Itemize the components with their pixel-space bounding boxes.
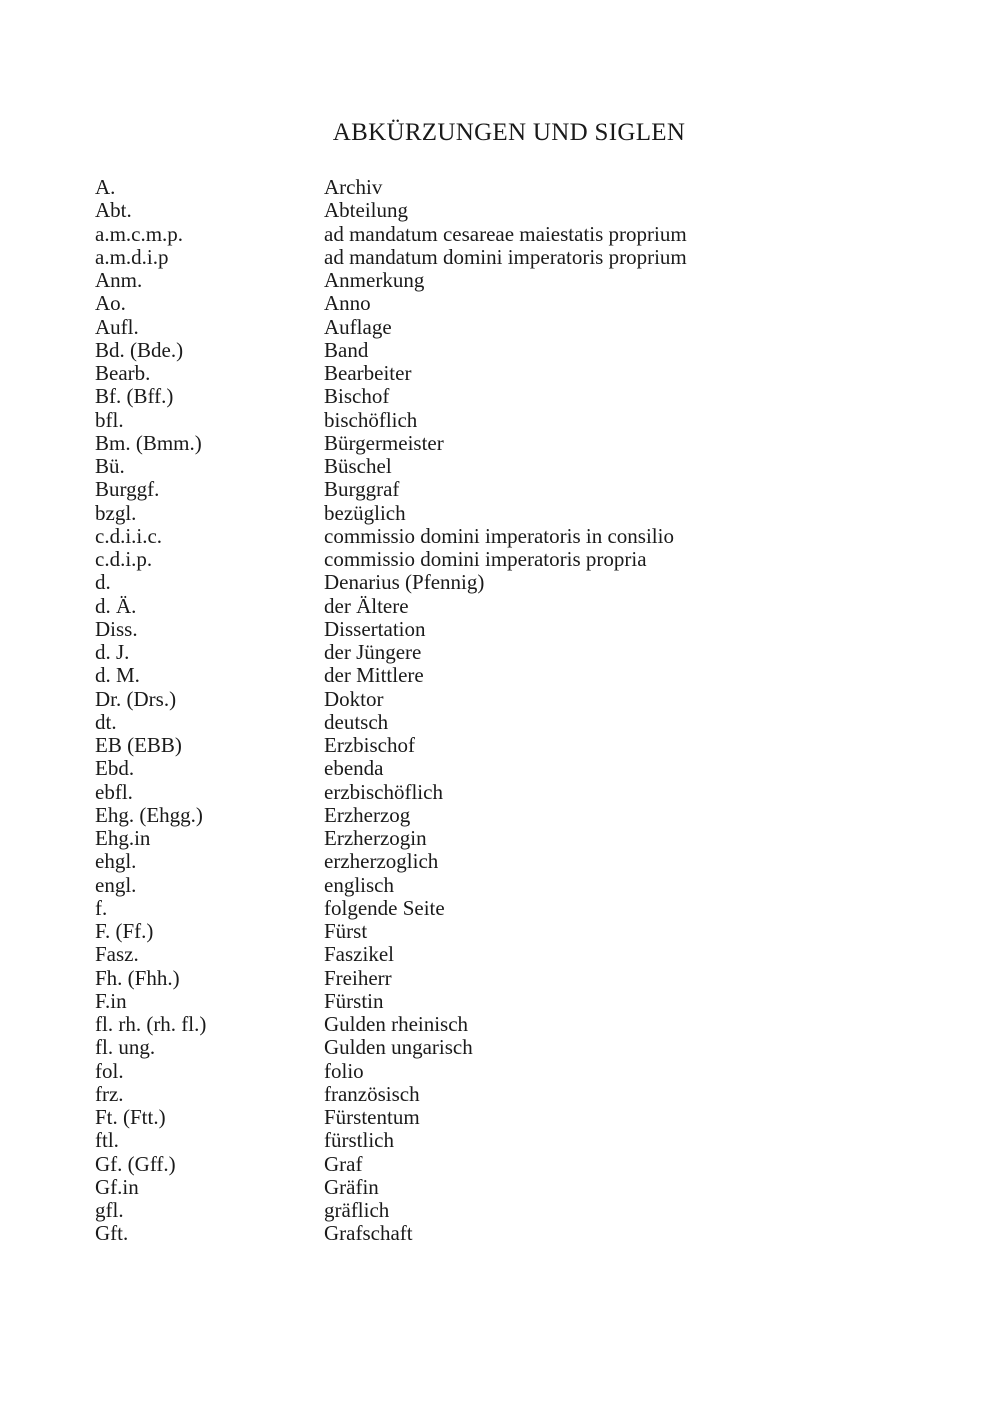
abbreviation-entry	[95, 734, 895, 757]
abbreviation-meaning: französisch	[324, 1081, 420, 1106]
abbreviation-meaning: Archiv	[324, 175, 383, 199]
abbreviation-term: Gf.in	[95, 1174, 139, 1199]
abbreviation-meaning: Gulden ungarisch	[324, 1035, 473, 1060]
abbreviation-entry	[95, 1013, 895, 1036]
abbreviation-meaning: bischöflich	[324, 407, 418, 432]
abbreviation-term: Bf. (Bff.)	[95, 384, 174, 409]
abbreviation-meaning: Burggraf	[324, 477, 400, 502]
abbreviation-term: ftl.	[95, 1128, 119, 1153]
abbreviation-entry	[95, 1153, 895, 1176]
abbreviation-term: Dr. (Drs.)	[95, 686, 177, 711]
abbreviation-term: gfl.	[95, 1198, 124, 1222]
abbreviation-entry	[95, 990, 895, 1013]
abbreviation-meaning: Bischof	[324, 384, 390, 409]
abbreviation-term: a.m.d.i.p	[95, 244, 169, 269]
abbreviation-entry	[95, 827, 895, 850]
abbreviation-meaning: Abteilung	[324, 198, 408, 223]
abbreviation-entry	[95, 943, 895, 966]
abbreviation-meaning: Erzherzog	[324, 802, 411, 827]
abbreviation-entry	[95, 199, 895, 222]
abbreviation-term: Ao.	[95, 291, 126, 316]
abbreviation-term: Ehg. (Ehgg.)	[95, 802, 203, 827]
abbreviation-term: Burggf.	[95, 477, 160, 502]
abbreviation-term: fl. ung.	[95, 1035, 156, 1060]
abbreviation-entry	[95, 176, 895, 199]
abbreviation-term: Bm. (Bmm.)	[95, 430, 202, 455]
abbreviation-entry	[95, 897, 895, 920]
abbreviation-meaning: erzherzoglich	[324, 849, 439, 874]
abbreviation-term: Fh. (Fhh.)	[95, 965, 180, 990]
abbreviation-meaning: commissio domini imperatoris propria	[324, 547, 647, 571]
abbreviation-entry	[95, 269, 895, 292]
abbreviation-meaning: Fürstentum	[324, 1105, 420, 1129]
abbreviation-meaning: Anno	[324, 291, 371, 316]
abbreviation-term: Bd. (Bde.)	[95, 337, 184, 362]
abbreviation-meaning: Grafschaft	[324, 1221, 413, 1246]
abbreviation-meaning: der Ältere	[324, 593, 409, 618]
abbreviation-entry	[95, 525, 895, 548]
abbreviation-term: d. M.	[95, 663, 140, 688]
abbreviation-term: Gft.	[95, 1221, 129, 1246]
abbreviation-entry	[95, 292, 895, 315]
abbreviation-meaning: bezüglich	[324, 500, 406, 525]
abbreviation-meaning: folio	[324, 1058, 364, 1083]
abbreviation-meaning: Bürgermeister	[324, 430, 444, 455]
abbreviation-entry	[95, 409, 895, 432]
abbreviation-meaning: erzbischöflich	[324, 779, 443, 804]
abbreviation-meaning: Fürst	[324, 919, 368, 943]
abbreviation-meaning: folgende Seite	[324, 895, 445, 920]
abbreviation-entry	[95, 455, 895, 478]
abbreviation-term: Ebd.	[95, 756, 135, 781]
abbreviation-meaning: Graf	[324, 1151, 363, 1176]
abbreviation-meaning: Büschel	[324, 454, 392, 478]
abbreviation-term: frz.	[95, 1081, 124, 1106]
abbreviation-meaning: Bearbeiter	[324, 361, 412, 385]
abbreviation-entry	[95, 362, 895, 385]
abbreviation-meaning: gräflich	[324, 1198, 390, 1222]
abbreviation-entry	[95, 1060, 895, 1083]
abbreviation-term: c.d.i.p.	[95, 547, 153, 571]
abbreviation-term: a.m.c.m.p.	[95, 221, 184, 246]
abbreviation-entry	[95, 618, 895, 641]
abbreviation-meaning: Denarius (Pfennig)	[324, 570, 485, 595]
abbreviation-entry	[95, 664, 895, 687]
abbreviation-entry	[95, 595, 895, 618]
abbreviation-meaning: commissio domini imperatoris in consilio	[324, 523, 674, 548]
abbreviation-term: fol.	[95, 1058, 124, 1083]
abbreviation-term: Ft. (Ftt.)	[95, 1105, 166, 1129]
abbreviation-meaning: Auflage	[324, 314, 392, 339]
abbreviation-term: Aufl.	[95, 314, 139, 339]
abbreviation-entry	[95, 1176, 895, 1199]
abbreviation-entry	[95, 385, 895, 408]
abbreviation-entry	[95, 920, 895, 943]
abbreviation-meaning: Gulden rheinisch	[324, 1012, 469, 1036]
abbreviation-meaning: Erzherzogin	[324, 826, 427, 850]
abbreviation-term: d. J.	[95, 640, 130, 664]
abbreviation-term: bfl.	[95, 407, 124, 432]
abbreviation-term: engl.	[95, 872, 137, 897]
abbreviation-entry	[95, 223, 895, 246]
abbreviation-term: Fasz.	[95, 942, 139, 967]
abbreviation-meaning: ad mandatum domini imperatoris proprium	[324, 244, 687, 269]
abbreviation-entry	[95, 502, 895, 525]
abbreviation-entry	[95, 711, 895, 734]
abbreviation-term: bzgl.	[95, 500, 137, 525]
abbreviation-entry	[95, 1222, 895, 1245]
abbreviation-term: ehgl.	[95, 849, 137, 874]
abbreviation-meaning: deutsch	[324, 709, 389, 734]
abbreviation-term: EB (EBB)	[95, 733, 182, 757]
abbreviation-term: fl. rh. (rh. fl.)	[95, 1012, 207, 1036]
abbreviation-term: F. (Ff.)	[95, 919, 154, 943]
abbreviation-entry	[95, 1129, 895, 1152]
abbreviation-meaning: ebenda	[324, 756, 384, 781]
abbreviation-entry	[95, 850, 895, 873]
abbreviation-meaning: Faszikel	[324, 942, 394, 967]
abbreviation-meaning: ad mandatum cesareae maiestatis proprium	[324, 221, 687, 246]
abbreviation-term: dt.	[95, 709, 117, 734]
abbreviation-entry	[95, 548, 895, 571]
abbreviation-entry	[95, 757, 895, 780]
abbreviation-term: Abt.	[95, 198, 132, 223]
abbreviation-entry	[95, 316, 895, 339]
abbreviation-entry	[95, 1106, 895, 1129]
abbreviation-meaning: der Mittlere	[324, 663, 424, 688]
abbreviation-entry	[95, 339, 895, 362]
abbreviation-term: d.	[95, 570, 111, 595]
abbreviation-meaning: Dissertation	[324, 616, 426, 641]
abbreviation-meaning: Fürstin	[324, 988, 384, 1013]
abbreviation-entry	[95, 804, 895, 827]
abbreviation-entry	[95, 641, 895, 664]
abbreviation-term: Bearb.	[95, 361, 151, 385]
abbreviation-meaning: Doktor	[324, 686, 384, 711]
abbreviation-term: f.	[95, 895, 108, 920]
abbreviation-term: c.d.i.i.c.	[95, 523, 163, 548]
abbreviation-meaning: fürstlich	[324, 1128, 394, 1153]
abbreviation-term: ebfl.	[95, 779, 133, 804]
abbreviation-term: Anm.	[95, 268, 143, 292]
abbreviation-meaning: Erzbischof	[324, 733, 415, 757]
abbreviation-entry	[95, 1083, 895, 1106]
abbreviation-meaning: Freiherr	[324, 965, 392, 990]
abbreviation-meaning: Gräfin	[324, 1174, 379, 1199]
abbreviation-meaning: Anmerkung	[324, 268, 425, 292]
abbreviation-entry	[95, 1199, 895, 1222]
page-title: ABKÜRZUNGEN UND SIGLEN	[332, 119, 686, 146]
abbreviation-term: d. Ä.	[95, 593, 137, 618]
abbreviation-list	[95, 176, 895, 1246]
abbreviation-entry	[95, 432, 895, 455]
abbreviation-term: F.in	[95, 988, 127, 1013]
abbreviation-entry	[95, 967, 895, 990]
abbreviation-term: Ehg.in	[95, 826, 151, 850]
abbreviation-term: Diss.	[95, 616, 138, 641]
abbreviation-entry	[95, 874, 895, 897]
abbreviation-entry	[95, 688, 895, 711]
abbreviation-term: Bü.	[95, 454, 125, 478]
abbreviation-meaning: der Jüngere	[324, 640, 422, 664]
abbreviation-entry	[95, 1036, 895, 1059]
abbreviation-entry	[95, 781, 895, 804]
abbreviation-meaning: englisch	[324, 872, 394, 897]
abbreviation-entry	[95, 246, 895, 269]
abbreviation-meaning: Band	[324, 337, 369, 362]
abbreviation-term: Gf. (Gff.)	[95, 1151, 176, 1176]
abbreviation-entry	[95, 478, 895, 501]
abbreviation-term: A.	[95, 175, 116, 199]
abbreviation-entry	[95, 571, 895, 594]
